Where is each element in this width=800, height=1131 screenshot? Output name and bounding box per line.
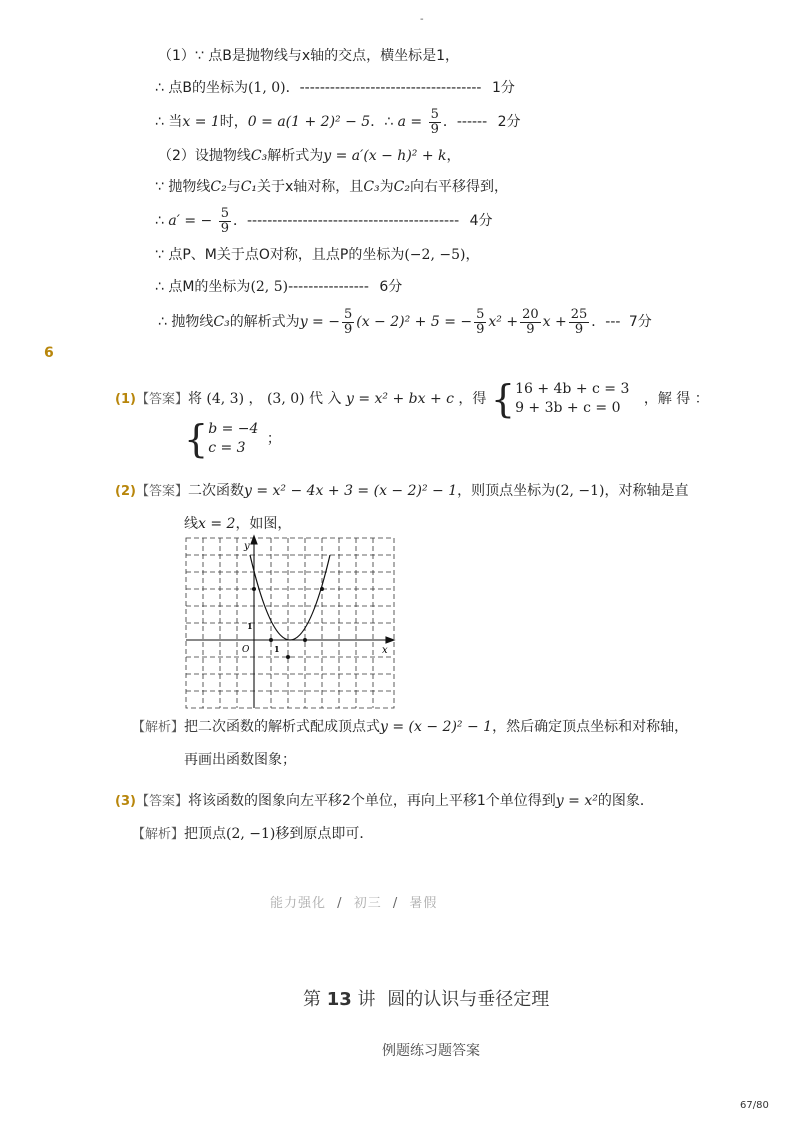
vertex-point bbox=[286, 655, 290, 659]
equation: b = −4 bbox=[208, 421, 259, 437]
math: a = bbox=[397, 114, 423, 130]
text: ∴ 点B的坐标为 bbox=[155, 80, 248, 96]
page-number: 67/80 bbox=[740, 1100, 769, 1111]
text: 的解析式为 bbox=[229, 314, 300, 330]
text: ，得 bbox=[458, 391, 487, 407]
dash-leader: ---------------- bbox=[288, 279, 369, 295]
top-mark: - bbox=[420, 14, 424, 25]
grid bbox=[186, 538, 394, 708]
text: 移到原点即可． bbox=[275, 826, 374, 842]
text: ∴ bbox=[155, 213, 164, 229]
separator: / bbox=[337, 896, 343, 911]
text: 时， bbox=[219, 114, 248, 130]
part-a-line-5 bbox=[155, 177, 508, 197]
part-a-line-4 bbox=[158, 146, 461, 166]
score: 2分 bbox=[497, 114, 521, 130]
math: (2, −1) bbox=[555, 483, 605, 499]
point bbox=[320, 587, 324, 591]
numerator: 5 bbox=[430, 106, 439, 122]
text: ∴ 当 bbox=[155, 114, 183, 130]
text: 为 bbox=[379, 179, 394, 195]
math: a′ = − bbox=[168, 213, 213, 229]
dash-leader: ．------------------------------------------ bbox=[233, 213, 460, 229]
math: x = 2 bbox=[198, 516, 236, 532]
numerator: 5 bbox=[476, 306, 485, 322]
math: C₃ bbox=[363, 179, 380, 195]
text: ．∴ bbox=[370, 114, 394, 130]
text: 把顶点 bbox=[184, 826, 227, 842]
denominator: 9 bbox=[343, 321, 353, 337]
denominator: 9 bbox=[526, 321, 535, 337]
math: (1, 0) bbox=[247, 80, 286, 96]
x-arrow bbox=[386, 637, 394, 643]
text: ，然后确定顶点坐标和对称轴， bbox=[492, 719, 689, 735]
q1-answer bbox=[115, 377, 709, 421]
fraction bbox=[474, 308, 486, 337]
numerator: 5 bbox=[343, 306, 353, 322]
q3-number: (3) bbox=[115, 794, 136, 809]
point bbox=[252, 587, 256, 591]
series-name: 能力强化 bbox=[270, 896, 327, 911]
text: 代 入 bbox=[309, 391, 342, 407]
math: y = x² + bx + c bbox=[345, 391, 454, 407]
fraction bbox=[520, 308, 541, 337]
y-axis-label: y bbox=[244, 541, 250, 552]
text: 解析式为 bbox=[267, 148, 324, 164]
y-arrow bbox=[251, 536, 257, 544]
series-footer bbox=[270, 892, 437, 911]
q2-number: (2) bbox=[115, 484, 136, 499]
math: (2, −1) bbox=[226, 826, 276, 842]
brace: { bbox=[184, 417, 209, 461]
term: 暑假 bbox=[409, 896, 438, 911]
text: ， bbox=[248, 391, 263, 407]
part-a-line-3 bbox=[155, 104, 521, 140]
text: ∴ 抛物线 bbox=[158, 314, 214, 330]
numerator: 20 bbox=[522, 306, 539, 322]
x-axis-label: x bbox=[382, 645, 388, 656]
text: ∴ 点M的坐标为 bbox=[155, 279, 251, 295]
math: (3, 0) bbox=[266, 391, 305, 407]
lecture-suffix: 讲 bbox=[357, 989, 376, 1010]
parabola-curve bbox=[250, 555, 330, 640]
equation: c = 3 bbox=[208, 440, 246, 456]
text: ，对称轴是直 bbox=[604, 483, 689, 499]
fraction bbox=[429, 108, 441, 137]
math: (4, 3) bbox=[206, 391, 245, 407]
text: 将该函数的图象向左平移2个单位，再向上平移1个单位得到 bbox=[187, 793, 556, 809]
grade: 初三 bbox=[353, 896, 382, 911]
q2-explanation-line-2 bbox=[184, 750, 296, 770]
math: C₃ bbox=[213, 314, 230, 330]
text: ，解 得 ： bbox=[643, 391, 709, 407]
brace: { bbox=[490, 377, 516, 421]
explanation-tag: 【解析】 bbox=[132, 720, 185, 735]
y-unit-label: 1 bbox=[247, 621, 253, 631]
text: 向右平移得到， bbox=[409, 179, 508, 195]
lecture-number: 13 bbox=[326, 989, 352, 1010]
text: 把二次函数的解析式配成顶点式 bbox=[184, 719, 381, 735]
math: 0 = a(1 + 2)² − 5 bbox=[247, 114, 371, 130]
lecture-prefix: 第 bbox=[303, 989, 321, 1010]
equation: 16 + 4b + c = 3 bbox=[515, 381, 630, 397]
text: ∵ 点P、M关于点O对称，且点P的坐标为 bbox=[155, 247, 405, 263]
math: y = x² − 4x + 3 = (x − 2)² − 1 bbox=[243, 483, 458, 499]
q1-number: (1) bbox=[115, 392, 136, 407]
denominator: 9 bbox=[220, 220, 229, 236]
part-a-line-8 bbox=[155, 277, 402, 297]
part-a-line-2 bbox=[155, 78, 515, 98]
math: y = − bbox=[299, 314, 340, 330]
math: x² + bbox=[488, 314, 519, 330]
fraction bbox=[342, 308, 354, 337]
q1-solution bbox=[184, 417, 281, 461]
explanation-tag: 【解析】 bbox=[132, 827, 185, 842]
q3-explanation bbox=[132, 824, 373, 845]
parabola-graph bbox=[180, 533, 400, 713]
text: 将 bbox=[187, 391, 202, 407]
math: y = (x − 2)² − 1 bbox=[380, 719, 493, 735]
text: ， bbox=[465, 247, 480, 263]
text: 线 bbox=[184, 516, 198, 532]
text: ； bbox=[266, 431, 281, 447]
text: ，则顶点坐标为 bbox=[457, 483, 556, 499]
text: 二次函数 bbox=[187, 483, 244, 499]
math: y = x² bbox=[555, 793, 598, 809]
origin-label: O bbox=[242, 645, 250, 655]
text: 的图象． bbox=[597, 793, 654, 809]
point bbox=[303, 638, 307, 642]
equation-system bbox=[208, 420, 258, 458]
text: 与 bbox=[226, 179, 241, 195]
separator: / bbox=[392, 896, 399, 911]
text: （2）设抛物线 bbox=[158, 148, 251, 164]
x-unit-label: 1 bbox=[274, 644, 280, 654]
axes bbox=[186, 536, 394, 708]
lecture-subtitle: 例题练习题答案 bbox=[382, 1043, 480, 1059]
math: x = 1 bbox=[182, 114, 220, 130]
denominator: 9 bbox=[430, 121, 439, 137]
text: ， bbox=[446, 148, 461, 164]
text: （1）∵ 点B是抛物线与x轴的交点，横坐标是1， bbox=[158, 48, 460, 64]
part-a-line-7 bbox=[155, 245, 479, 265]
math: (2, 5) bbox=[250, 279, 289, 295]
fraction bbox=[219, 207, 231, 236]
text: 再画出函数图象； bbox=[184, 752, 296, 768]
answer-tag: 【答案】 bbox=[135, 484, 188, 499]
math: C₃ bbox=[250, 148, 268, 164]
part-a-line-9 bbox=[158, 303, 652, 341]
score: 4分 bbox=[469, 213, 493, 229]
dash-leader: ．--- bbox=[591, 314, 621, 330]
math: C₂ bbox=[210, 179, 227, 195]
answer-tag: 【答案】 bbox=[135, 392, 188, 407]
numerator: 25 bbox=[570, 306, 588, 322]
dash-leader: ．------ bbox=[442, 114, 488, 130]
denominator: 9 bbox=[574, 321, 584, 337]
numerator: 5 bbox=[220, 205, 229, 221]
equation-system bbox=[515, 380, 629, 418]
q2-answer-line-2 bbox=[184, 514, 291, 534]
q2-explanation-line-1 bbox=[132, 717, 688, 738]
dash-leader: ．------------------------------------ bbox=[285, 80, 482, 96]
score: 1分 bbox=[491, 80, 515, 96]
score: 7分 bbox=[628, 314, 652, 330]
denominator: 9 bbox=[476, 321, 485, 337]
text: 关于x轴对称，且 bbox=[257, 179, 364, 195]
math: (−2, −5) bbox=[404, 247, 466, 263]
equation: 9 + 3b + c = 0 bbox=[515, 400, 621, 416]
part-a-line-1 bbox=[158, 46, 459, 66]
lecture-title bbox=[303, 985, 549, 1011]
fraction bbox=[569, 308, 590, 337]
q3-answer bbox=[115, 791, 654, 812]
question-number: 6 bbox=[44, 345, 54, 361]
text: ∵ 抛物线 bbox=[155, 179, 211, 195]
math: C₂ bbox=[393, 179, 410, 195]
math: C₁ bbox=[240, 179, 258, 195]
text: ，如图， bbox=[235, 516, 292, 532]
math: y = a′(x − h)² + k bbox=[323, 148, 447, 164]
lecture-name: 圆的认识与垂径定理 bbox=[387, 989, 550, 1010]
point bbox=[269, 638, 273, 642]
math: x + bbox=[542, 314, 567, 330]
answer-tag: 【答案】 bbox=[135, 794, 188, 809]
q2-answer-line-1 bbox=[115, 481, 689, 502]
score: 6分 bbox=[379, 279, 403, 295]
part-a-line-6 bbox=[155, 203, 493, 239]
math: (x − 2)² + 5 = − bbox=[356, 314, 473, 330]
